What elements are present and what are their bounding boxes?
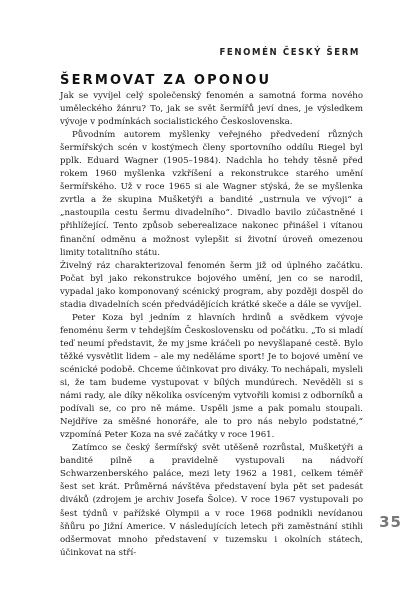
running-head: FENOMÉN ČESKÝ ŠERM	[219, 47, 360, 58]
section-title: ŠERMOVAT ZA OPONOU	[60, 73, 272, 88]
page-number: 35	[379, 513, 402, 531]
body-text	[60, 90, 363, 560]
paragraph: Peter Koza byl jedním z hlavních hrdinů a svědkem vývoje fenoménu šerm v tehdejším Československu od počátku. „To si mladí teď neumí představit, že my jsme kráčeli po nevyšlapané cestě. Bylo těžké vysvětlit lidem – ale my neděláme sport! Je to bojové umění ve scénické podobě. Chceme účinkovat pro diváky. To nechápali, mysleli si, že tam budeme vystupovat v bílých mundúrech. Nevěděli si s námi rady, ale díky několika osvíceným vytvořili komisi z odborníků a podívali se, co pro ně máme. Uspěli jsme a pak pomalu stoupali. Nejdříve za směšné honoráře, ale to pro nás nebylo podstatné,“ vzpomíná Peter Koza na své začátky v roce 1961.	[60, 312, 363, 441]
paragraph: Jak se vyvíjel celý společenský fenomén a samotná forma nového uměleckého žánru? To, jak se svět šermířů jeví dnes, je výsledkem vývoje v podmínkách socialistického Československa.	[60, 91, 363, 128]
paragraph: Zatímco se český šermířský svět utěšeně rozrůstal, Mušketýři a bandité pilně a pravidelně vystupovali na nádvoří Schwarzenberského paláce, mezi lety 1962 a 1981, celkem téměř šest set krát. Průměrná návštěva představení byla pět set padesát diváků (zdrojem je archiv Josefa Šolce). V roce 1967 vystupovali po šest týdnů v pařížské Olympii a v roce 1968 podnikli nevídanou šňůru po Jižní Americe. V následujících letech při zaměstnání stihli odšermovat mnoho představení v tuzemsku i okolních státech, účinkovat na stří-	[60, 443, 363, 558]
paragraph: Původním autorem myšlenky veřejného předvedení různých šermířských scén v kostýmech členy sportovního oddílu Riegel byl pplk. Eduard Wagner (1905–1984). Nadchla ho tehdy těsně před rokem 1960 myšlenka vzkříšení a rekonstrukce starého umění šermířského. Už v roce 1965 si ale Wagner stýská, že se myšlenka zvrtla a že skupina Mušketýři a bandité „ustrnula ve vývoji“ a „nastoupila cestu šermu divadelního“. Divadlo bavilo zúčastněné i přihlížející. Tento způsob seberealizace nakonec přinášel i vítanou finanční odměnu a možnost vylepšit si životní úroveň omezenou limity totalitního státu.	[60, 130, 363, 258]
paragraph: Živelný ráz charakterizoval fenomén šerm již od úplného začátku. Počat byl jako rekonstrukce bojového umění, jen co se narodil, vypadal jako komponovaný scénický program, aby později dospěl do stadia divadelních scén předvádějících krátké skeče a dále se vyvíjel.	[60, 260, 363, 310]
